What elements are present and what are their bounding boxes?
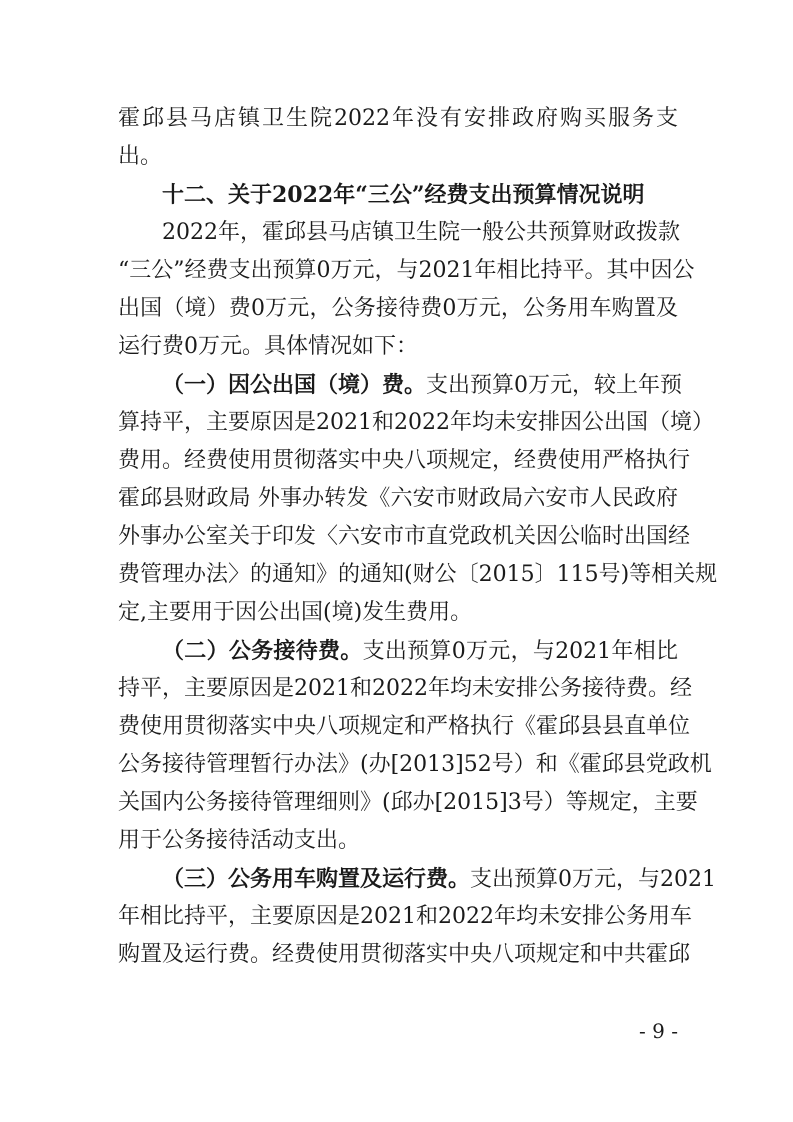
subsection-heading: （二）公务接待费。 [162, 638, 363, 664]
text-line: 出。 [118, 144, 163, 169]
subsection-body: 支出预算0万元，较上年预 [426, 373, 683, 398]
page-number: - 9 - [639, 1019, 678, 1043]
text-line: 费使用贯彻落实中央八项规定和严格执行《霍邱县县直单位 [118, 714, 691, 739]
text-line: 年相比持平，主要原因是2021和2022年均未安排公务用车 [118, 904, 692, 929]
text-line: 外事办公室关于印发〈六安市市直党政机关因公临时出国经 [118, 524, 691, 549]
text-line: 费管理办法〉的通知》的通知(财公〔2015〕115号)等相关规 [118, 562, 718, 587]
text-line: 2022年，霍邱县马店镇卫生院一般公共预算财政拨款 [162, 220, 680, 245]
text-line: 霍邱县马店镇卫生院2022年没有安排政府购买服务支 [118, 106, 678, 131]
subsection-line [162, 632, 678, 670]
text-line: 公务接待管理暂行办法》(办[2013]52号）和《霍邱县党政机 [118, 752, 712, 777]
subsection-heading: （一）因公出国（境）费。 [162, 372, 427, 398]
subsection-body: 支出预算0万元，与2021 [470, 867, 717, 892]
text-line: 购置及运行费。经费使用贯彻落实中央八项规定和中共霍邱 [118, 942, 691, 967]
subsection-line [162, 366, 683, 404]
subsection-heading: （三）公务用车购置及运行费。 [162, 866, 471, 892]
text-line: 持平，主要原因是2021和2022年均未安排公务接待费。经 [118, 676, 692, 701]
text-line: “三公”经费支出预算0万元，与2021年相比持平。其中因公 [118, 258, 695, 283]
text-line: 霍邱县财政局 外事办转发《六安市财政局六安市人民政府 [118, 486, 678, 511]
text-line: 定,主要用于因公出国(境)发生费用。 [118, 600, 473, 625]
subsection-line [162, 860, 717, 898]
section-heading: 十二、关于2022年“三公”经费支出预算情况说明 [162, 182, 645, 208]
text-line: 运行费0万元。具体情况如下： [118, 334, 418, 359]
text-line: 费用。经费使用贯彻落实中央八项规定，经费使用严格执行 [118, 448, 691, 473]
text-line: 用于公务接待活动支出。 [118, 828, 361, 853]
text-line: 出国（境）费0万元，公务接待费0万元，公务用车购置及 [118, 296, 678, 321]
text-line: 算持平，主要原因是2021和2022年均未安排因公出国（境） [118, 410, 714, 435]
subsection-body: 支出预算0万元，与2021年相比 [362, 639, 678, 664]
text-line: 关国内公务接待管理细则》(邱办[2015]3号）等规定，主要 [118, 790, 698, 815]
